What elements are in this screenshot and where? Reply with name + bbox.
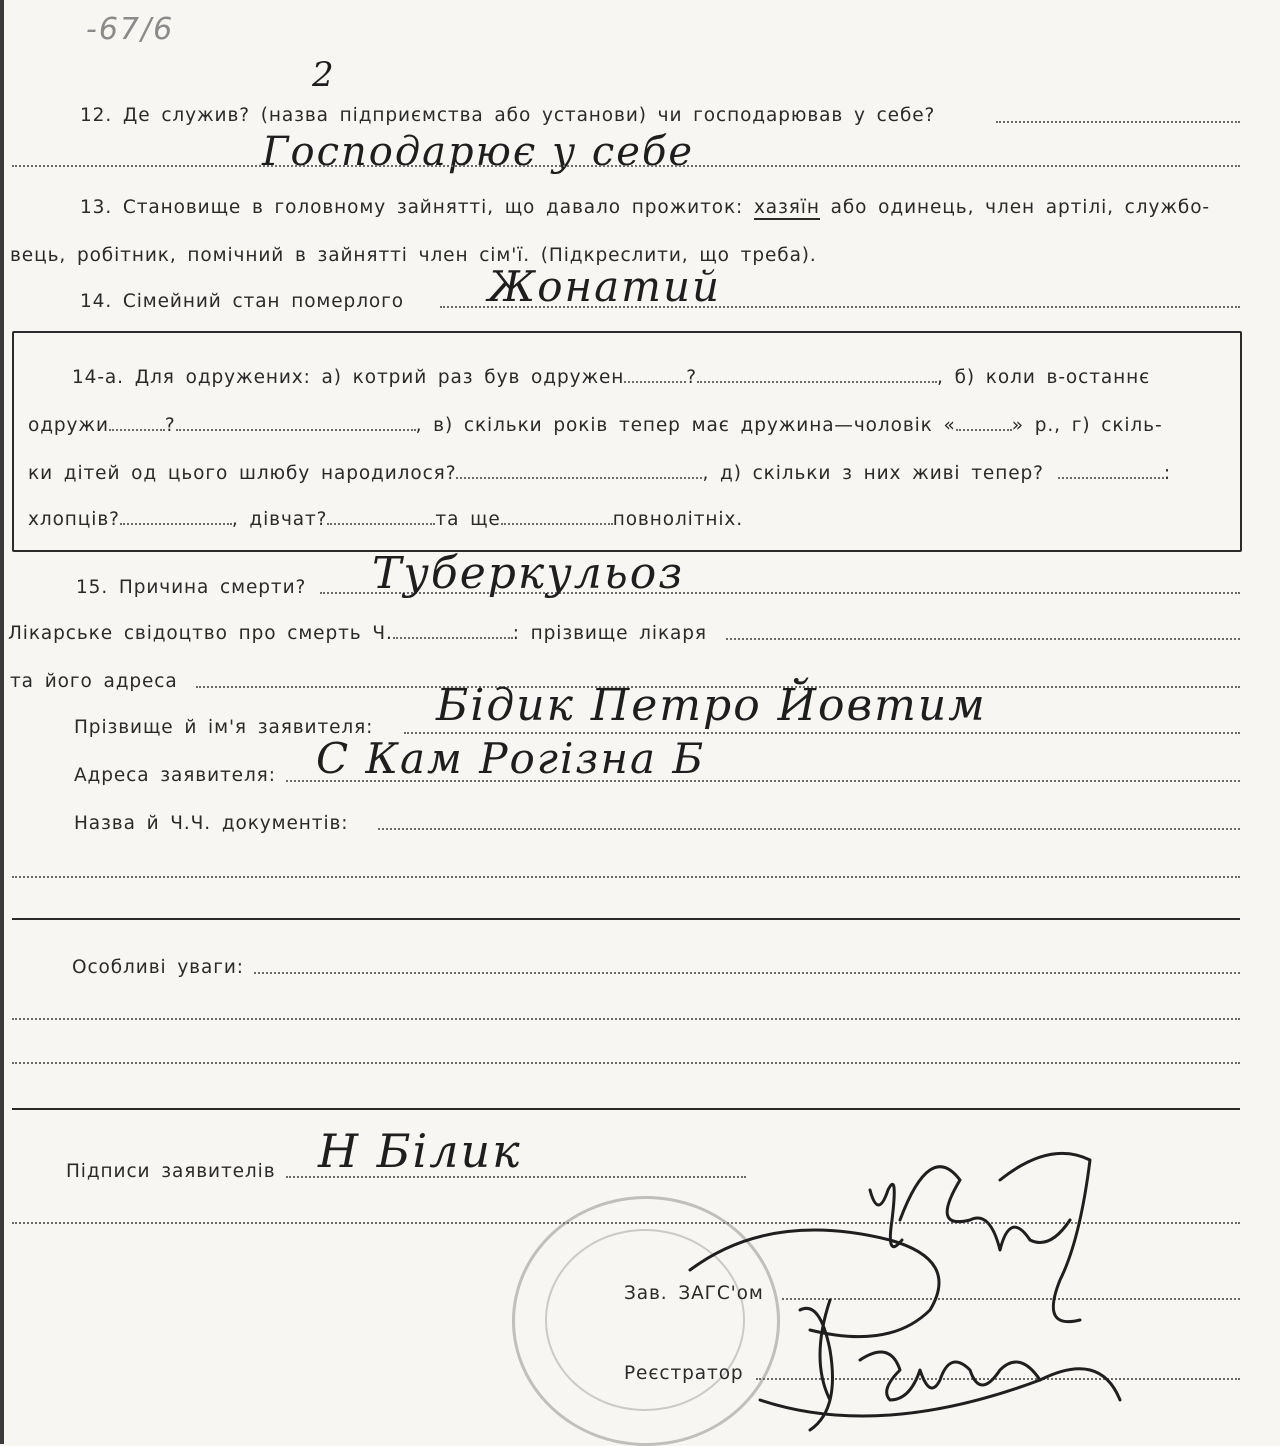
q14a-text-2b: ?: [164, 415, 176, 436]
notes-label: Особливі уваги:: [72, 957, 244, 978]
q14a-text-1a: 14-а. Для одружених: а) котрий раз був одружен: [72, 367, 625, 388]
applicant-docs-label: Назва й Ч.Ч. документів:: [74, 813, 349, 834]
q14a-text-2d: » р., г) скіль-: [1011, 415, 1163, 436]
q12-label: 12. Де служив? (назва підприємства або установи) чи господарював у себе?: [80, 105, 936, 126]
zags-head-label: Зав. ЗАГС'ом: [624, 1283, 764, 1304]
q14a-text-1c: , б) коли в-останнє: [937, 367, 1151, 388]
q14-label: 14. Сімейний стан померлого: [80, 291, 404, 312]
q14a-text-4d: повнолітніх.: [612, 509, 744, 530]
q12-handwritten-number: 2: [312, 55, 336, 95]
applicant-address-value: С Кам Рогізна Б: [316, 734, 706, 783]
registrar-label: Реєстратор: [624, 1363, 744, 1384]
q14a-text-1b: ?: [686, 367, 698, 388]
q15-answer: Туберкульоз: [372, 548, 685, 599]
q14a-text-2c: , в) скільки років тепер має дружина—чоловік «: [415, 415, 956, 436]
q13-underlined-choice: хазяїн: [753, 197, 820, 218]
q15-label: 15. Причина смерти?: [76, 577, 307, 598]
q14-answer: Жонатий: [488, 262, 722, 311]
doctor-certificate-label: Лікарське свідоцтво про смерть Ч.: [8, 623, 393, 644]
doctor-certificate-colon: :: [512, 623, 520, 644]
pencil-archive-mark: -67/6: [86, 12, 175, 47]
q14a-text-4b: , дівчат?: [231, 509, 328, 530]
q13-line-2: вець, робітник, помічний в зайнятті член сім'ї. (Підкреслити, що треба).: [10, 245, 817, 266]
q14a-text-4a: хлопців?: [28, 509, 120, 530]
q13-prefix: 13. Становище в головному зайнятті, що давало прожиток:: [80, 197, 744, 218]
q14a-text-4c: та ще: [435, 509, 501, 530]
zags-head-signature-stroke: [870, 1153, 1090, 1321]
doctor-address-label: та його адреса: [10, 671, 178, 692]
applicant-name-value: Бідик Петро Йовтим: [436, 680, 987, 731]
q13-suffix: або одинець, член артілі, службо-: [830, 197, 1210, 218]
applicant-signature: Н Білик: [318, 1124, 522, 1178]
applicants-signatures-label: Підписи заявителів: [66, 1161, 276, 1182]
zags-head-flourish: [690, 1230, 939, 1337]
q14a-text-3b: , д) скільки з них живі тепер?: [702, 463, 1044, 484]
applicant-name-label: Прізвище й ім'я заявителя:: [74, 717, 374, 738]
doctor-surname-label: прізвище лікаря: [530, 623, 707, 644]
applicant-address-label: Адреса заявителя:: [74, 765, 276, 786]
q14a-text-3c: :: [1163, 463, 1171, 484]
q14a-text-3a: ки дітей од цього шлюбу народилося?: [28, 463, 457, 484]
q14a-text-2a: одружи: [28, 415, 109, 436]
q12-answer: Господарює у себе: [262, 129, 695, 175]
